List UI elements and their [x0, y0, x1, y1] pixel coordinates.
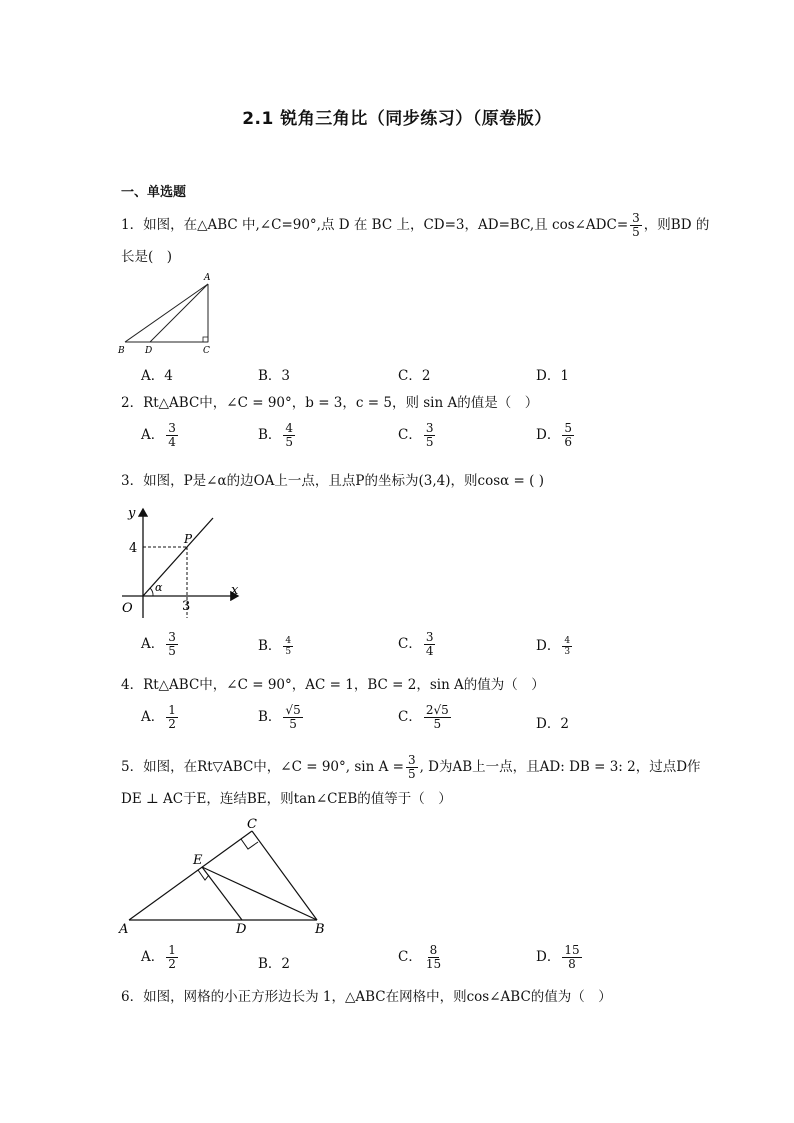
q3-option-d[interactable]: [536, 634, 574, 657]
q2-option-d[interactable]: [536, 422, 576, 449]
q5-label-b: B: [315, 922, 325, 937]
question-6: 6．如图，网格的小正方形边长为 1，△ABC在网格中，则cos∠ABC的值为（ ）: [121, 989, 612, 1005]
q5-line-cb: [252, 831, 317, 920]
q3-c-den: 4: [425, 644, 434, 658]
q4-option-d-label: D．: [536, 716, 561, 732]
q1-line-ad: [150, 284, 208, 342]
q5-line-de: [202, 867, 242, 920]
q5-option-c-label: C．: [398, 949, 422, 965]
q5-option-b[interactable]: [258, 952, 290, 972]
q1-text-a: 1．如图，在△ABC 中,∠C=90°,点 D 在 BC 上，CD=3，AD=BC,且 cos∠ADC=: [121, 217, 629, 233]
q5-triangle-figure: [114, 812, 334, 938]
q5-frac-num: 3: [407, 753, 416, 767]
q5-option-c[interactable]: [398, 944, 445, 971]
q2-b-num: 4: [285, 421, 294, 435]
q4-c-num: 2√5: [425, 703, 449, 717]
q3-option-b-label: B．: [258, 638, 282, 654]
q1-triangle-figure: [112, 270, 222, 358]
q5-text-a: 5．如图，在Rt▽ABC中，∠C = 90°, sin A =: [121, 759, 404, 775]
q5-option-b-label: B．: [258, 956, 282, 972]
q3-a-den: 5: [168, 644, 176, 658]
q1-label-b: B: [118, 346, 125, 356]
q3-option-c[interactable]: [398, 631, 437, 658]
q5-c-den: 15: [425, 957, 442, 971]
q4-option-d[interactable]: [536, 712, 569, 732]
q4-option-c[interactable]: [398, 704, 453, 731]
q3-coordinate-figure: [114, 500, 250, 622]
question-2: 2．Rt△ABC中，∠C = 90°，b = 3，c = 5，则 sin A的值是（ ）: [121, 395, 539, 411]
q5-d-den: 8: [568, 957, 576, 971]
q3-label-4: 4: [129, 541, 138, 556]
q2-option-d-label: D．: [536, 427, 561, 443]
q2-d-den: 6: [564, 435, 572, 449]
q4-c-den: 5: [433, 717, 442, 731]
q5-option-a-label: A．: [141, 949, 165, 965]
q1-option-b[interactable]: B．3: [258, 368, 291, 384]
q5-c-num: 8: [429, 943, 438, 957]
q5-d-num: 15: [564, 943, 580, 957]
page-title: 2.1 锐角三角比（同步练习）（原卷版）: [242, 109, 552, 129]
q3-label-p: P: [184, 532, 193, 546]
q3-option-c-label: C．: [398, 636, 422, 652]
q4-b-den: 5: [289, 717, 297, 731]
q4-a-num: 1: [168, 703, 176, 717]
q5-line-ac: [129, 831, 252, 920]
q5-frac-den: 5: [407, 767, 416, 781]
q2-option-b-label: B．: [258, 427, 282, 443]
q4-b-num: √5: [285, 703, 301, 717]
q3-option-d-label: D．: [536, 638, 561, 654]
q2-d-num: 5: [564, 421, 572, 435]
q2-b-den: 5: [285, 435, 294, 449]
q3-option-a-label: A．: [141, 636, 165, 652]
q2-c-num: 3: [425, 421, 434, 435]
q1-label-a: A: [204, 273, 211, 283]
q1-option-c[interactable]: C．2: [398, 368, 431, 384]
q5-label-e: E: [193, 853, 203, 868]
q4-option-a[interactable]: [141, 704, 180, 731]
q5-line-be: [202, 867, 317, 920]
question-1-line-2: 长是( ): [121, 249, 173, 265]
q5-option-d[interactable]: [536, 944, 584, 971]
q3-c-num: 3: [425, 630, 434, 644]
question-5-line-2: DE ⊥ AC于E，连结BE，则tan∠CEB的值等于（ ）: [121, 791, 452, 807]
q5-option-d-label: D．: [536, 949, 561, 965]
q2-option-a-label: A．: [141, 427, 165, 443]
q4-option-b[interactable]: [258, 704, 305, 731]
q1-line-ab: [125, 284, 208, 342]
q1-option-d[interactable]: D．1: [536, 368, 569, 384]
q5-a-den: 2: [168, 957, 176, 971]
q1-frac-den: 5: [632, 225, 640, 239]
q5-option-b-value: 2: [281, 956, 291, 972]
q5-option-a[interactable]: [141, 944, 180, 971]
q3-b-den: 5: [285, 647, 292, 657]
q4-option-d-value: 2: [560, 716, 569, 732]
q4-a-den: 2: [168, 717, 176, 731]
q1-text-b: ，则BD 的: [643, 217, 710, 233]
q5-label-d: D: [236, 922, 247, 937]
q1-label-c: C: [203, 346, 210, 356]
q3-b-num: 4: [285, 636, 292, 646]
q3-label-3: 3: [182, 599, 191, 614]
q3-option-a[interactable]: [141, 631, 180, 658]
q3-label-y: y: [128, 506, 136, 521]
q2-option-c[interactable]: [398, 422, 437, 449]
question-4: 4．Rt△ABC中，∠C = 90°，AC = 1，BC = 2，sin A的值为（ ）: [121, 677, 545, 693]
q3-a-num: 3: [168, 630, 176, 644]
q5-a-num: 1: [168, 943, 176, 957]
q3-d-den: 3: [564, 647, 571, 657]
q1-fraction: [630, 212, 642, 239]
q5-text-b: , D为AB上一点，且AD: DB = 3: 2，过点D作: [419, 759, 701, 775]
section-heading: 一、单选题: [121, 185, 187, 200]
q5-right-angle-c: [241, 839, 258, 849]
q5-label-c: C: [247, 817, 257, 832]
q4-option-a-label: A．: [141, 709, 165, 725]
question-3: 3．如图，P是∠α的边OA上一点，且点P的坐标为(3,4)，则cosα = ( ): [121, 473, 544, 489]
question-5-line-1: [121, 754, 701, 781]
q5-label-a: A: [119, 922, 129, 937]
q1-option-a[interactable]: A．4: [141, 368, 173, 384]
q2-option-b[interactable]: [258, 422, 297, 449]
q3-label-x: x: [231, 583, 239, 598]
q2-option-a[interactable]: [141, 422, 180, 449]
q4-option-c-label: C．: [398, 709, 422, 725]
q4-option-b-label: B．: [258, 709, 282, 725]
q3-d-num: 4: [564, 636, 571, 646]
q2-c-den: 5: [425, 435, 434, 449]
q1-right-angle-mark: [203, 337, 208, 342]
q1-label-d: D: [145, 346, 153, 356]
q3-label-o: O: [122, 601, 133, 616]
q2-a-num: 3: [168, 421, 176, 435]
q3-option-b[interactable]: [258, 634, 295, 657]
q2-a-den: 4: [168, 435, 176, 449]
q2-option-c-label: C．: [398, 427, 422, 443]
q1-frac-num: 3: [632, 211, 640, 225]
question-1-line-1: [121, 212, 709, 239]
q3-label-alpha: α: [155, 581, 163, 594]
q3-angle-arc: [150, 588, 153, 596]
q3-ray-oa: [143, 518, 213, 596]
